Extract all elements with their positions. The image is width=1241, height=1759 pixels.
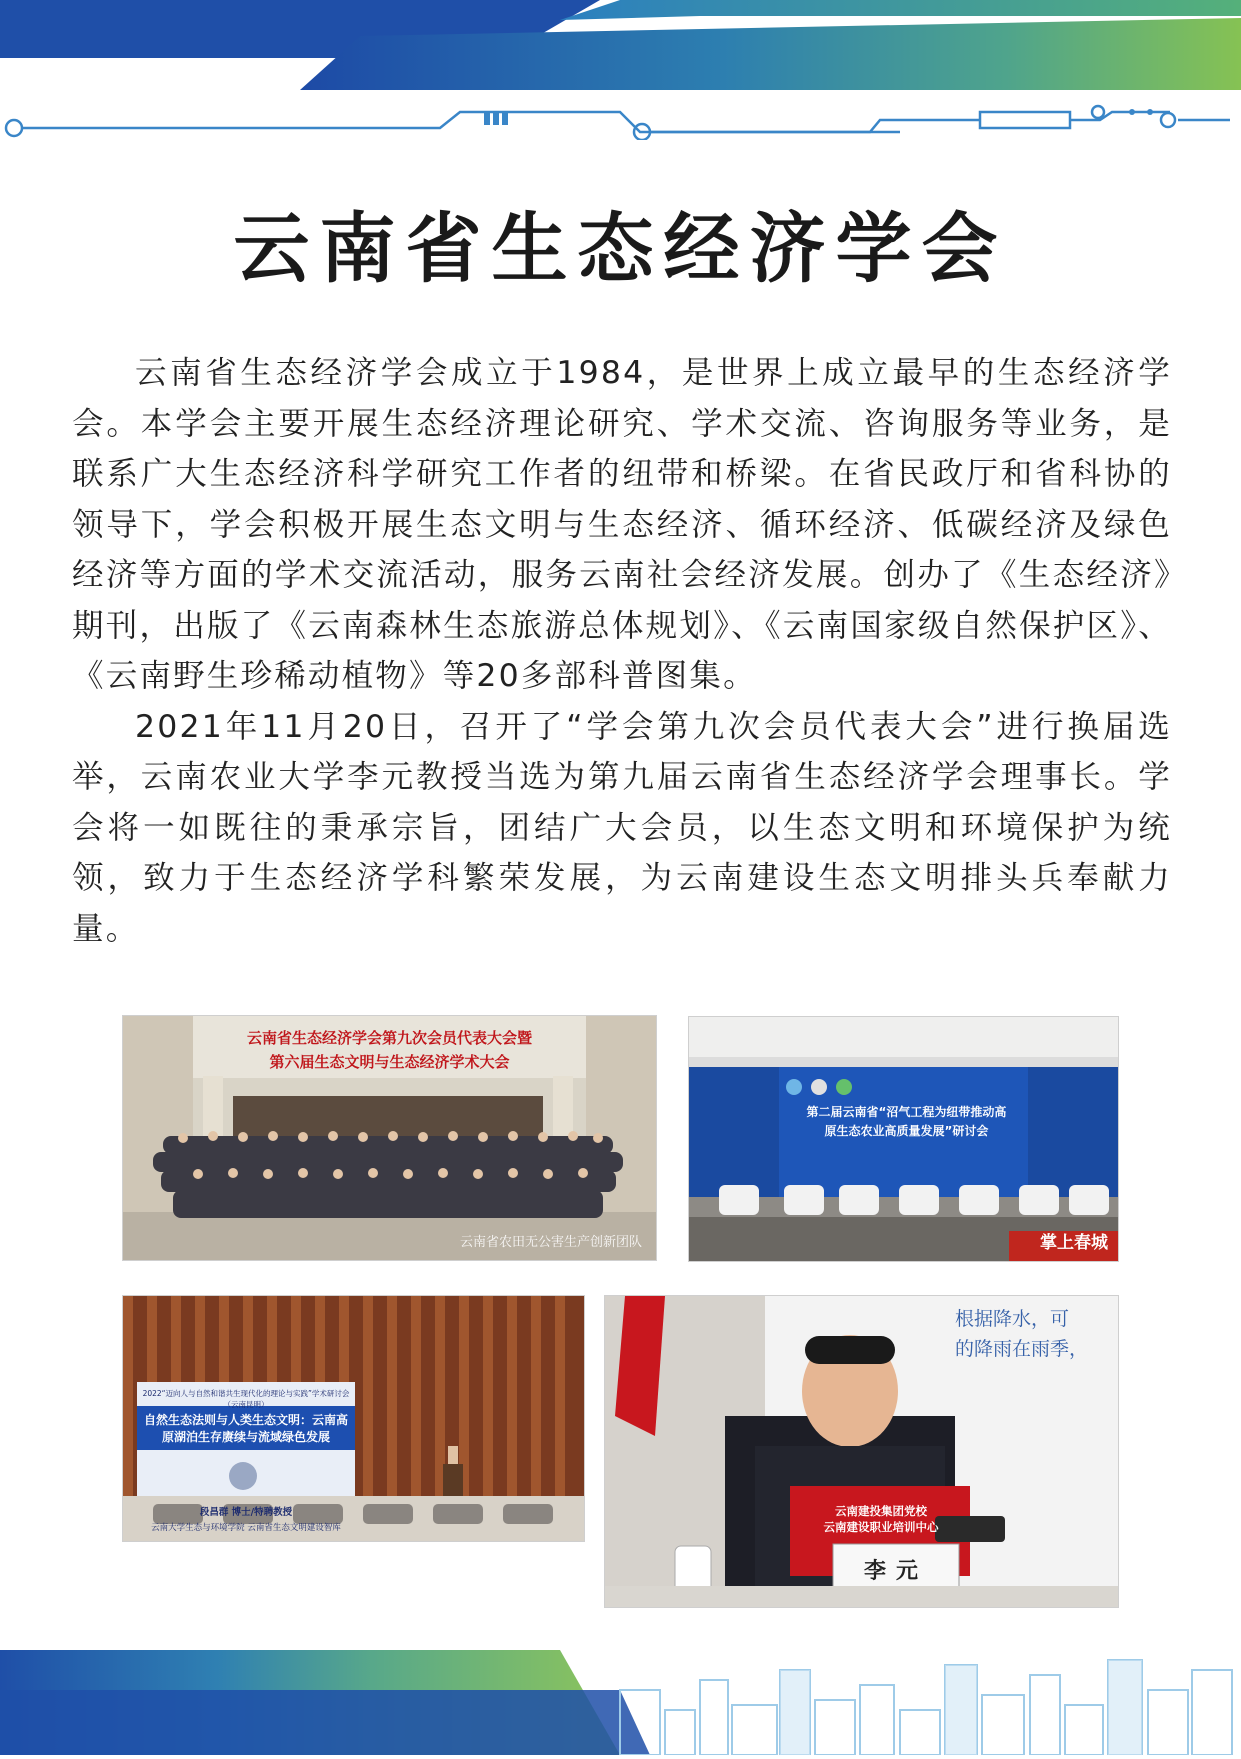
speaker-laptop-sticker <box>801 1503 961 1535</box>
speaker-laptop-line2: 云南建设职业培训中心 <box>823 1520 939 1534</box>
city-skyline-fill <box>780 1660 1142 1755</box>
speaker-board-line2: 的降雨在雨季， <box>955 1338 1089 1360</box>
intro-paragraph-1: 云南省生态经济学会成立于1984，是世界上成立最早的生态经济学会。本学会主要开展生态经济理论研究、学术交流、咨询服务等业务，是联系广大生态经济科学研究工作者的纽带和桥梁。在省民政厅和省科协的领导下，学会积极开展生态文明与生态经济、循环经济、低碳经济及绿色经济等方面的学术交流活动，服务云南社会经济发展。创办了《生态经济》期刊，出版了《云南森林生态旅游总体规划》、《云南国家级自然保护区》、《云南野生珍稀动植物》等20多部科普图集。 <box>72 355 1172 694</box>
top-banner-graphic <box>0 0 1241 140</box>
banner-thin-band <box>560 0 1241 20</box>
speaker-name-card: 李元 <box>863 1559 928 1584</box>
lecture-slide-title-line1: 自然生态法则与人类生态文明：云南高 <box>143 1413 348 1427</box>
bottom-banner <box>0 1650 1241 1755</box>
bottom-banner-graphic <box>0 1650 1241 1755</box>
top-banner <box>0 0 1241 140</box>
lecture-slide-org: 云南大学生态与环境学院 云南省生态文明建设智库 <box>151 1523 341 1533</box>
seminar-logo: 掌上春城 <box>1040 1233 1108 1253</box>
intro-text <box>72 348 1172 954</box>
lecture-photo <box>122 1295 585 1542</box>
group-photo-banner-line1: 云南省生态经济学会第九次会员代表大会暨 <box>246 1029 532 1047</box>
circuit-lines <box>6 106 1230 140</box>
speaker-photo <box>604 1295 1119 1608</box>
group-photo-banner-line2: 第六届生态文明与生态经济学术大会 <box>269 1053 510 1071</box>
lecture-slide-header: 2022“迈向人与自然和谐共生现代化的理论与实践”学术研讨会（云南昆明） <box>142 1389 350 1409</box>
lecture-slide-title <box>141 1412 351 1446</box>
lecture-slide-author: 段昌群 博士/特聘教授 <box>199 1507 293 1518</box>
group-photo-watermark: 云南省农田无公害生产创新团队 <box>459 1235 642 1250</box>
page-title: 云南省生态经济学会 <box>233 204 1008 293</box>
seminar-screen-line2: 原生态农业高质量发展”研讨会 <box>824 1124 989 1138</box>
speaker-board-line1: 根据降水，可 <box>955 1308 1070 1330</box>
lecture-slide-title-line2: 原湖泊生存赓续与流域绿色发展 <box>161 1430 330 1444</box>
group-photo-banner <box>123 1026 656 1074</box>
speaker-board-text <box>955 1304 1088 1364</box>
intro-paragraph-2: 2021年11月20日，召开了“学会第九次会员代表大会”进行换届选举，云南农业大学李元教授当选为第九届云南省生态经济学会理事长。学会将一如既往的秉承宗旨，团结广大会员，以生态文明和环境保护为统领，致力于生态经济学科繁荣发展，为云南建设生态文明排头兵奉献力量。 <box>72 708 1172 947</box>
seminar-screen-text <box>769 1103 1044 1141</box>
seminar-photo <box>688 1016 1119 1262</box>
group-photo <box>122 1015 657 1261</box>
seminar-screen-line1: 第二届云南省“沼气工程为纽带推动高 <box>806 1105 1007 1119</box>
bottom-blue-band <box>0 1690 650 1755</box>
speaker-laptop-line1: 云南建投集团党校 <box>835 1504 927 1518</box>
